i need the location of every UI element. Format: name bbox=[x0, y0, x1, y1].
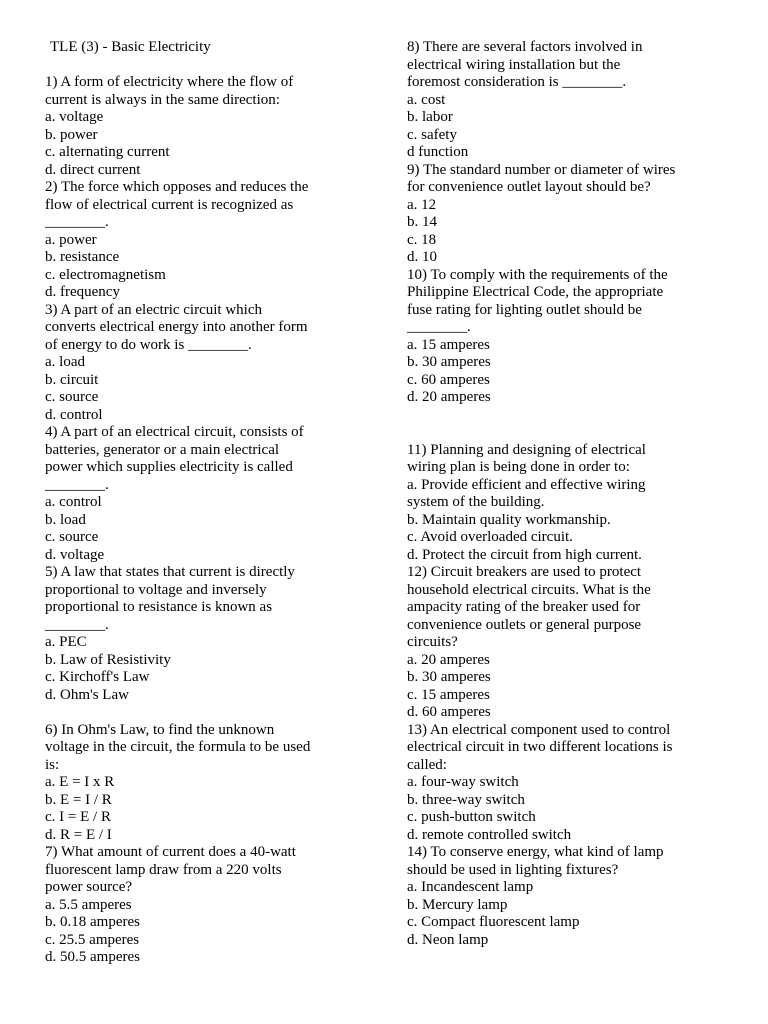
text-line: c. safety bbox=[407, 126, 457, 143]
text-line: proportional to voltage and inversely bbox=[45, 581, 267, 598]
text-line bbox=[407, 424, 727, 442]
text-line: current is always in the same direction: bbox=[45, 91, 280, 108]
text-line: b. 30 amperes bbox=[407, 354, 491, 370]
text-line: a. control bbox=[45, 494, 102, 510]
text-line: d. R = E / I bbox=[45, 826, 112, 843]
text-line: c. source bbox=[45, 389, 99, 405]
text-line: 7) What amount of current does a 40-watt bbox=[45, 844, 296, 860]
text-line: b. 0.18 amperes bbox=[45, 914, 140, 930]
text-line: d. 20 amperes bbox=[407, 389, 491, 405]
text-line: 12) Circuit breakers are used to protect bbox=[407, 564, 642, 580]
text-line: c. I = E / R bbox=[45, 809, 111, 825]
right-column bbox=[407, 39, 727, 949]
text-line: system of the building. bbox=[407, 494, 545, 510]
text-line: circuits? bbox=[407, 634, 458, 650]
text-line: b. 14 bbox=[407, 214, 437, 230]
text-line: a. Provide efficient and effective wiring bbox=[407, 476, 646, 493]
text-line: c. electromagnetism bbox=[45, 266, 166, 283]
text-line: c. push-button switch bbox=[407, 809, 536, 825]
text-line: d. Ohm's Law bbox=[45, 686, 129, 703]
text-line: wiring plan is being done in order to: bbox=[407, 459, 630, 475]
text-line: d. Neon lamp bbox=[407, 931, 489, 948]
text-line: should be used in lighting fixtures? bbox=[407, 861, 619, 878]
text-line: electrical wiring installation but the bbox=[407, 56, 621, 73]
text-line: c. 18 bbox=[407, 231, 437, 248]
text-line: 5) A law that states that current is directly bbox=[45, 564, 295, 580]
text-line: b. three-way switch bbox=[407, 791, 525, 808]
text-line: 10) To comply with the requirements of the bbox=[407, 266, 668, 283]
text-line: c. alternating current bbox=[45, 144, 170, 160]
left-column bbox=[45, 39, 365, 967]
text-line: a. PEC bbox=[45, 634, 87, 650]
text-line: b. Law of Resistivity bbox=[45, 651, 171, 668]
text-line: a. power bbox=[45, 231, 97, 248]
text-line: b. 30 amperes bbox=[407, 669, 491, 685]
text-line: for convenience outlet layout should be? bbox=[407, 179, 651, 195]
text-line: c. Kirchoff's Law bbox=[45, 669, 150, 685]
text-line: converts electrical energy into another form bbox=[45, 319, 308, 335]
text-line: b. resistance bbox=[45, 249, 120, 265]
text-line: flow of electrical current is recognized as bbox=[45, 196, 294, 213]
text-line: foremost consideration is ________. bbox=[407, 74, 627, 90]
text-line: d. control bbox=[45, 406, 103, 423]
text-line: 4) A part of an electrical circuit, consists of bbox=[45, 424, 304, 440]
text-line: d. 10 bbox=[407, 249, 437, 265]
text-line: c. 15 amperes bbox=[407, 686, 490, 703]
text-line: 6) In Ohm's Law, to find the unknown bbox=[45, 721, 275, 738]
text-line: 3) A part of an electric circuit which bbox=[45, 301, 262, 318]
text-line bbox=[407, 407, 727, 425]
text-line: ampacity rating of the breaker used for bbox=[407, 599, 641, 615]
text-line: electrical circuit in two different locations is bbox=[407, 739, 673, 755]
text-line: c. Avoid overloaded circuit. bbox=[407, 529, 573, 545]
text-line: c. Compact fluorescent lamp bbox=[407, 914, 580, 930]
text-line: 1) A form of electricity where the flow of bbox=[45, 74, 294, 90]
text-line: ________. bbox=[45, 616, 109, 633]
text-line: called: bbox=[407, 756, 447, 773]
text-line: household electrical circuits. What is the bbox=[407, 581, 651, 598]
text-line: is: bbox=[45, 756, 60, 773]
text-line: of energy to do work is ________. bbox=[45, 336, 252, 353]
text-line: Philippine Electrical Code, the appropriate bbox=[407, 284, 664, 300]
text-line: power source? bbox=[45, 879, 133, 895]
text-line: d. 50.5 amperes bbox=[45, 949, 140, 965]
text-line: b. power bbox=[45, 126, 98, 143]
text-line: fluorescent lamp draw from a 220 volts bbox=[45, 861, 282, 878]
text-line: c. 25.5 amperes bbox=[45, 931, 140, 948]
text-line: d. 60 amperes bbox=[407, 704, 491, 720]
text-line bbox=[45, 704, 365, 722]
text-line: b. E = I / R bbox=[45, 791, 112, 808]
text-line: a. E = I x R bbox=[45, 774, 115, 790]
text-line: b. Maintain quality workmanship. bbox=[407, 511, 611, 528]
text-line: a. load bbox=[45, 354, 85, 370]
text-line: a. 12 bbox=[407, 196, 437, 213]
text-line: b. Mercury lamp bbox=[407, 896, 508, 913]
text-line: 8) There are several factors involved in bbox=[407, 39, 643, 55]
text-line: a. 5.5 amperes bbox=[45, 896, 132, 913]
text-line: voltage in the circuit, the formula to be used bbox=[45, 739, 311, 755]
left-column-lines bbox=[45, 74, 365, 967]
text-line: 11) Planning and designing of electrical bbox=[407, 441, 646, 458]
text-line: 2) The force which opposes and reduces the bbox=[45, 179, 309, 195]
text-line: ________. bbox=[45, 214, 109, 230]
text-line: 14) To conserve energy, what kind of lamp bbox=[407, 844, 664, 860]
text-line: d. Protect the circuit from high current. bbox=[407, 546, 642, 563]
text-line: a. 20 amperes bbox=[407, 651, 490, 668]
text-line: convenience outlets or general purpose bbox=[407, 616, 642, 633]
text-line: b. labor bbox=[407, 109, 453, 125]
text-line: batteries, generator or a main electrical bbox=[45, 441, 280, 458]
text-line: ________. bbox=[407, 319, 471, 335]
text-line: ________. bbox=[45, 476, 109, 493]
text-line: proportional to resistance is known as bbox=[45, 599, 273, 615]
text-line: d. remote controlled switch bbox=[407, 826, 572, 843]
text-line: b. load bbox=[45, 511, 86, 528]
text-line: a. four-way switch bbox=[407, 774, 519, 790]
text-line: d. direct current bbox=[45, 161, 141, 178]
spacer bbox=[45, 57, 365, 75]
text-line: 9) The standard number or diameter of wires bbox=[407, 161, 676, 178]
text-line: fuse rating for lighting outlet should be bbox=[407, 301, 642, 318]
text-line: a. cost bbox=[407, 91, 446, 108]
document-title: TLE (3) - Basic Electricity bbox=[50, 39, 211, 55]
text-line: b. circuit bbox=[45, 371, 99, 388]
right-column-lines bbox=[407, 39, 727, 949]
text-line: c. 60 amperes bbox=[407, 371, 490, 388]
text-line: a. voltage bbox=[45, 109, 104, 125]
text-line: d. frequency bbox=[45, 284, 120, 300]
text-line: power which supplies electricity is called bbox=[45, 459, 293, 475]
text-line: c. source bbox=[45, 529, 99, 545]
text-line: d function bbox=[407, 144, 469, 160]
text-line: a. Incandescent lamp bbox=[407, 879, 534, 895]
text-line: 13) An electrical component used to control bbox=[407, 721, 671, 738]
text-line: d. voltage bbox=[45, 546, 105, 563]
text-line: a. 15 amperes bbox=[407, 336, 490, 353]
